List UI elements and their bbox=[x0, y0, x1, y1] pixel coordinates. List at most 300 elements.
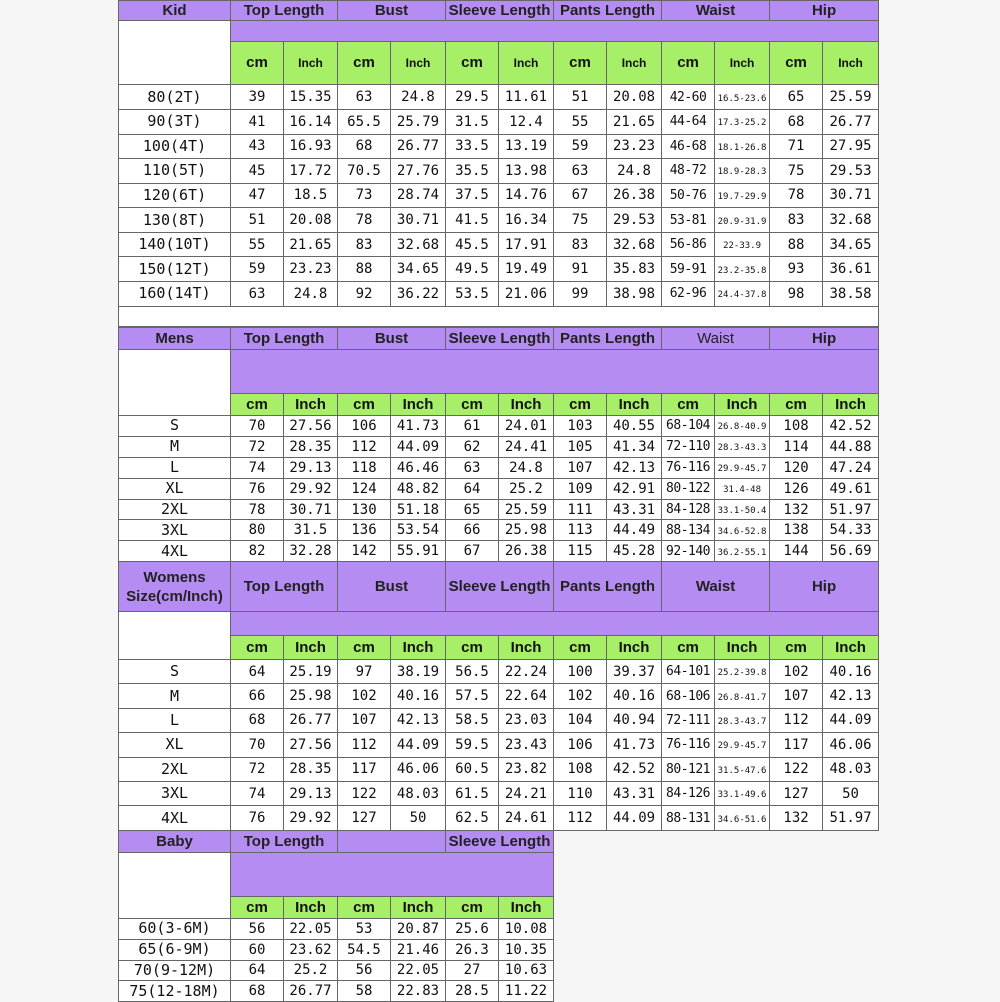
kid-purple-band bbox=[231, 21, 879, 41]
cell-waist-in: 28.3-43.3 bbox=[715, 436, 770, 457]
unit-inch-header: Inch bbox=[391, 897, 446, 919]
cell-waist-cm: 68-106 bbox=[662, 684, 715, 708]
cell-sleeve-cm: 35.5 bbox=[446, 159, 499, 184]
cell-sleeve-cm: 67 bbox=[446, 541, 499, 562]
cell-sleeve-cm: 64 bbox=[446, 478, 499, 499]
cell-top-in: 29.92 bbox=[284, 478, 338, 499]
cell-hip-cm: 88 bbox=[770, 232, 823, 257]
cell-bust-in: 53.54 bbox=[391, 520, 446, 541]
table-row bbox=[119, 257, 879, 282]
cell-bust-in: 27.76 bbox=[391, 159, 446, 184]
cell-sleeve-cm: 59.5 bbox=[446, 733, 499, 757]
cell-pants-in: 21.65 bbox=[607, 109, 662, 134]
cell-top-cm: 74 bbox=[231, 781, 284, 805]
cell-top-in: 25.19 bbox=[284, 660, 338, 684]
cell-sleeve-in: 22.64 bbox=[499, 684, 554, 708]
womens-title bbox=[119, 562, 231, 612]
cell-top-cm: 82 bbox=[231, 541, 284, 562]
cell-pants-in: 44.09 bbox=[607, 806, 662, 830]
cell-sleeve-cm: 60.5 bbox=[446, 757, 499, 781]
cell-hip-cm: 98 bbox=[770, 281, 823, 306]
cell-bust-in: 25.79 bbox=[391, 109, 446, 134]
cell-pants-in: 35.83 bbox=[607, 257, 662, 282]
cell-waist-in: 31.5-47.6 bbox=[715, 757, 770, 781]
cell-waist-cm: 50-76 bbox=[662, 183, 715, 208]
cell-pants-cm: 59 bbox=[554, 134, 607, 159]
unit-cm-header: cm bbox=[770, 636, 823, 660]
cell-hip-in: 36.61 bbox=[823, 257, 879, 282]
cell-sleeve-in: 11.22 bbox=[499, 981, 554, 1002]
cell-sleeve-cm: 37.5 bbox=[446, 183, 499, 208]
cell-top-cm: 43 bbox=[231, 134, 284, 159]
cell-hip-cm: 108 bbox=[770, 416, 823, 437]
cell-pants-in: 38.98 bbox=[607, 281, 662, 306]
cell-top-in: 25.98 bbox=[284, 684, 338, 708]
cell-sleeve-cm: 61 bbox=[446, 416, 499, 437]
table-row bbox=[119, 159, 879, 184]
cell-bust-in: 46.06 bbox=[391, 757, 446, 781]
table-row bbox=[119, 520, 879, 541]
cell-hip-in: 47.24 bbox=[823, 457, 879, 478]
unit-cm-header: cm bbox=[446, 41, 499, 85]
size-label: 75(12-18M) bbox=[119, 981, 231, 1002]
cell-pants-cm: 105 bbox=[554, 436, 607, 457]
cell-pants-in: 43.31 bbox=[607, 499, 662, 520]
cell-hip-cm: 132 bbox=[770, 806, 823, 830]
unit-cm-header: cm bbox=[338, 41, 391, 85]
sleeve-length-header: Sleeve Length bbox=[446, 562, 554, 612]
cell-waist-cm: 72-111 bbox=[662, 708, 715, 732]
cell-bust-cm: 78 bbox=[338, 208, 391, 233]
cell-sleeve-in: 14.76 bbox=[499, 183, 554, 208]
size-label: 150(12T) bbox=[119, 257, 231, 282]
cell-top-cm: 47 bbox=[231, 183, 284, 208]
cell-top-cm: 72 bbox=[231, 436, 284, 457]
cell-bust-cm: 70.5 bbox=[338, 159, 391, 184]
cell-waist-cm: 48-72 bbox=[662, 159, 715, 184]
cell-waist-in: 16.5-23.6 bbox=[715, 85, 770, 110]
top-length-header: Top Length bbox=[231, 1, 338, 21]
pants-length-header: Pants Length bbox=[554, 562, 662, 612]
table-row bbox=[119, 919, 554, 940]
cell-hip-in: 29.53 bbox=[823, 159, 879, 184]
cell-top-in: 28.35 bbox=[284, 757, 338, 781]
cell-bust-in: 34.65 bbox=[391, 257, 446, 282]
cell-sleeve-cm: 41.5 bbox=[446, 208, 499, 233]
cell-waist-cm: 62-96 bbox=[662, 281, 715, 306]
cell-hip-cm: 112 bbox=[770, 708, 823, 732]
cell-sleeve-in: 24.21 bbox=[499, 781, 554, 805]
size-label: M bbox=[119, 684, 231, 708]
cell-hip-in: 32.68 bbox=[823, 208, 879, 233]
cell-top-in: 26.77 bbox=[284, 981, 338, 1002]
cell-top-cm: 70 bbox=[231, 733, 284, 757]
cell-top-in: 25.2 bbox=[284, 960, 338, 981]
cell-hip-cm: 117 bbox=[770, 733, 823, 757]
table-row bbox=[119, 281, 879, 306]
cell-waist-in: 29.9-45.7 bbox=[715, 457, 770, 478]
size-label: 65(6-9M) bbox=[119, 939, 231, 960]
cell-bust-cm: 117 bbox=[338, 757, 391, 781]
hip-header: Hip bbox=[770, 1, 879, 21]
cell-pants-in: 42.91 bbox=[607, 478, 662, 499]
unit-cm-header: cm bbox=[231, 897, 284, 919]
cell-sleeve-in: 24.61 bbox=[499, 806, 554, 830]
cell-top-in: 29.13 bbox=[284, 457, 338, 478]
cell-waist-cm: 88-131 bbox=[662, 806, 715, 830]
cell-waist-in: 34.6-51.6 bbox=[715, 806, 770, 830]
cell-bust-cm: 118 bbox=[338, 457, 391, 478]
cell-bust-cm: 68 bbox=[338, 134, 391, 159]
unit-cm-header: cm bbox=[770, 41, 823, 85]
cell-top-cm: 68 bbox=[231, 981, 284, 1002]
unit-cm-header: cm bbox=[446, 394, 499, 416]
cell-bust-cm: 54.5 bbox=[338, 939, 391, 960]
cell-waist-in: 24.4-37.8 bbox=[715, 281, 770, 306]
cell-sleeve-in: 25.59 bbox=[499, 499, 554, 520]
table-row bbox=[119, 960, 554, 981]
size-label: S bbox=[119, 660, 231, 684]
cell-top-in: 16.93 bbox=[284, 134, 338, 159]
cell-pants-in: 24.8 bbox=[607, 159, 662, 184]
cell-bust-in: 20.87 bbox=[391, 919, 446, 940]
cell-pants-cm: 91 bbox=[554, 257, 607, 282]
cell-bust-cm: 112 bbox=[338, 436, 391, 457]
top-length-header: Top Length bbox=[231, 831, 338, 853]
cell-hip-in: 25.59 bbox=[823, 85, 879, 110]
cell-bust-in: 40.16 bbox=[391, 684, 446, 708]
cell-bust-in: 21.46 bbox=[391, 939, 446, 960]
cell-bust-in: 22.05 bbox=[391, 960, 446, 981]
cell-hip-in: 51.97 bbox=[823, 806, 879, 830]
cell-sleeve-in: 21.06 bbox=[499, 281, 554, 306]
cell-top-in: 27.56 bbox=[284, 416, 338, 437]
table-row bbox=[119, 85, 879, 110]
cell-pants-cm: 63 bbox=[554, 159, 607, 184]
unit-cm-header: cm bbox=[338, 636, 391, 660]
cell-waist-cm: 84-126 bbox=[662, 781, 715, 805]
cell-hip-in: 38.58 bbox=[823, 281, 879, 306]
size-label: 80(2T) bbox=[119, 85, 231, 110]
cell-waist-in: 31.4-48 bbox=[715, 478, 770, 499]
cell-hip-in: 49.61 bbox=[823, 478, 879, 499]
cell-waist-in: 20.9-31.9 bbox=[715, 208, 770, 233]
baby-size-table bbox=[118, 830, 554, 1002]
cell-bust-in: 41.73 bbox=[391, 416, 446, 437]
womens-header-blank bbox=[119, 612, 231, 660]
cell-pants-cm: 110 bbox=[554, 781, 607, 805]
table-row bbox=[119, 134, 879, 159]
cell-waist-in: 36.2-55.1 bbox=[715, 541, 770, 562]
cell-hip-cm: 68 bbox=[770, 109, 823, 134]
cell-hip-in: 42.13 bbox=[823, 684, 879, 708]
cell-waist-in: 29.9-45.7 bbox=[715, 733, 770, 757]
unit-cm-header: cm bbox=[446, 636, 499, 660]
waist-header: Waist bbox=[662, 328, 770, 350]
cell-bust-cm: 63 bbox=[338, 85, 391, 110]
cell-top-in: 15.35 bbox=[284, 85, 338, 110]
cell-sleeve-in: 25.2 bbox=[499, 478, 554, 499]
table-row bbox=[119, 660, 879, 684]
cell-sleeve-cm: 56.5 bbox=[446, 660, 499, 684]
unit-cm-header: cm bbox=[446, 897, 499, 919]
cell-bust-cm: 65.5 bbox=[338, 109, 391, 134]
cell-sleeve-cm: 33.5 bbox=[446, 134, 499, 159]
cell-sleeve-in: 10.63 bbox=[499, 960, 554, 981]
cell-bust-in: 44.09 bbox=[391, 733, 446, 757]
sleeve-length-header: Sleeve Length bbox=[446, 831, 554, 853]
unit-inch-header: Inch bbox=[391, 636, 446, 660]
cell-top-in: 29.13 bbox=[284, 781, 338, 805]
size-label: S bbox=[119, 416, 231, 437]
table-row bbox=[119, 109, 879, 134]
cell-bust-cm: 136 bbox=[338, 520, 391, 541]
size-label: 4XL bbox=[119, 541, 231, 562]
cell-sleeve-cm: 62.5 bbox=[446, 806, 499, 830]
cell-top-cm: 68 bbox=[231, 708, 284, 732]
table-row bbox=[119, 478, 879, 499]
cell-bust-in: 48.82 bbox=[391, 478, 446, 499]
hip-header: Hip bbox=[770, 562, 879, 612]
cell-top-cm: 59 bbox=[231, 257, 284, 282]
cell-pants-cm: 111 bbox=[554, 499, 607, 520]
cell-hip-cm: 126 bbox=[770, 478, 823, 499]
waist-header: Waist bbox=[662, 562, 770, 612]
cell-top-in: 29.92 bbox=[284, 806, 338, 830]
cell-sleeve-cm: 63 bbox=[446, 457, 499, 478]
table-row bbox=[119, 733, 879, 757]
unit-inch-header: Inch bbox=[499, 394, 554, 416]
mens-title: Mens bbox=[119, 328, 231, 350]
cell-hip-in: 26.77 bbox=[823, 109, 879, 134]
cell-sleeve-in: 17.91 bbox=[499, 232, 554, 257]
cell-pants-in: 41.73 bbox=[607, 733, 662, 757]
table-row bbox=[119, 708, 879, 732]
cell-sleeve-cm: 65 bbox=[446, 499, 499, 520]
size-label: 160(14T) bbox=[119, 281, 231, 306]
cell-bust-cm: 130 bbox=[338, 499, 391, 520]
cell-bust-cm: 58 bbox=[338, 981, 391, 1002]
cell-hip-cm: 102 bbox=[770, 660, 823, 684]
mens-size-table bbox=[118, 327, 879, 562]
unit-inch-header: Inch bbox=[284, 394, 338, 416]
womens-purple-band bbox=[231, 612, 879, 636]
cell-sleeve-cm: 53.5 bbox=[446, 281, 499, 306]
unit-cm-header: cm bbox=[231, 636, 284, 660]
pants-length-header: Pants Length bbox=[554, 1, 662, 21]
unit-inch-header: Inch bbox=[715, 394, 770, 416]
cell-waist-cm: 84-128 bbox=[662, 499, 715, 520]
size-label: M bbox=[119, 436, 231, 457]
size-label: 100(4T) bbox=[119, 134, 231, 159]
cell-hip-cm: 83 bbox=[770, 208, 823, 233]
cell-top-cm: 56 bbox=[231, 919, 284, 940]
cell-bust-cm: 106 bbox=[338, 416, 391, 437]
cell-waist-cm: 59-91 bbox=[662, 257, 715, 282]
table-row bbox=[119, 232, 879, 257]
cell-pants-in: 42.52 bbox=[607, 757, 662, 781]
cell-pants-in: 23.23 bbox=[607, 134, 662, 159]
cell-waist-cm: 80-122 bbox=[662, 478, 715, 499]
table-row bbox=[119, 939, 554, 960]
cell-bust-cm: 122 bbox=[338, 781, 391, 805]
cell-bust-cm: 124 bbox=[338, 478, 391, 499]
sleeve-length-header: Sleeve Length bbox=[446, 328, 554, 350]
size-label: 90(3T) bbox=[119, 109, 231, 134]
cell-waist-in: 23.2-35.8 bbox=[715, 257, 770, 282]
cell-bust-cm: 83 bbox=[338, 232, 391, 257]
cell-hip-cm: 122 bbox=[770, 757, 823, 781]
size-label: 60(3-6M) bbox=[119, 919, 231, 940]
cell-top-cm: 64 bbox=[231, 960, 284, 981]
cell-hip-cm: 93 bbox=[770, 257, 823, 282]
unit-cm-header: cm bbox=[770, 394, 823, 416]
size-label: L bbox=[119, 457, 231, 478]
cell-bust-cm: 56 bbox=[338, 960, 391, 981]
unit-inch-header: Inch bbox=[391, 41, 446, 85]
unit-inch-header: Inch bbox=[284, 41, 338, 85]
cell-pants-in: 43.31 bbox=[607, 781, 662, 805]
cell-waist-in: 22-33.9 bbox=[715, 232, 770, 257]
table-row bbox=[119, 436, 879, 457]
cell-bust-cm: 73 bbox=[338, 183, 391, 208]
cell-bust-in: 48.03 bbox=[391, 781, 446, 805]
cell-pants-cm: 100 bbox=[554, 660, 607, 684]
cell-pants-in: 32.68 bbox=[607, 232, 662, 257]
cell-sleeve-cm: 25.6 bbox=[446, 919, 499, 940]
cell-pants-cm: 104 bbox=[554, 708, 607, 732]
cell-pants-in: 40.16 bbox=[607, 684, 662, 708]
cell-hip-in: 44.09 bbox=[823, 708, 879, 732]
top-length-header: Top Length bbox=[231, 328, 338, 350]
bust-empty-header bbox=[338, 831, 446, 853]
cell-hip-cm: 107 bbox=[770, 684, 823, 708]
unit-cm-header: cm bbox=[662, 41, 715, 85]
cell-pants-in: 45.28 bbox=[607, 541, 662, 562]
cell-waist-cm: 76-116 bbox=[662, 733, 715, 757]
cell-hip-in: 48.03 bbox=[823, 757, 879, 781]
cell-bust-in: 32.68 bbox=[391, 232, 446, 257]
cell-waist-in: 19.7-29.9 bbox=[715, 183, 770, 208]
cell-sleeve-in: 24.01 bbox=[499, 416, 554, 437]
unit-cm-header: cm bbox=[231, 394, 284, 416]
cell-sleeve-in: 24.8 bbox=[499, 457, 554, 478]
womens-title-line2: Size(cm/Inch) bbox=[126, 587, 223, 605]
cell-sleeve-in: 23.82 bbox=[499, 757, 554, 781]
table-row bbox=[119, 684, 879, 708]
table-row bbox=[119, 208, 879, 233]
cell-top-cm: 60 bbox=[231, 939, 284, 960]
cell-hip-in: 54.33 bbox=[823, 520, 879, 541]
cell-waist-in: 26.8-40.9 bbox=[715, 416, 770, 437]
cell-hip-in: 44.88 bbox=[823, 436, 879, 457]
kid-footer-blank bbox=[119, 306, 879, 326]
baby-header-blank bbox=[119, 853, 231, 919]
cell-pants-in: 40.55 bbox=[607, 416, 662, 437]
cell-top-in: 30.71 bbox=[284, 499, 338, 520]
unit-inch-header: Inch bbox=[607, 394, 662, 416]
cell-top-cm: 66 bbox=[231, 684, 284, 708]
cell-waist-cm: 44-64 bbox=[662, 109, 715, 134]
size-label: 120(6T) bbox=[119, 183, 231, 208]
cell-bust-cm: 127 bbox=[338, 806, 391, 830]
cell-hip-in: 46.06 bbox=[823, 733, 879, 757]
kid-size-table bbox=[118, 0, 879, 327]
cell-bust-in: 38.19 bbox=[391, 660, 446, 684]
unit-inch-header: Inch bbox=[391, 394, 446, 416]
table-row bbox=[119, 457, 879, 478]
cell-top-in: 20.08 bbox=[284, 208, 338, 233]
cell-waist-cm: 53-81 bbox=[662, 208, 715, 233]
cell-waist-cm: 76-116 bbox=[662, 457, 715, 478]
cell-waist-cm: 68-104 bbox=[662, 416, 715, 437]
cell-top-in: 18.5 bbox=[284, 183, 338, 208]
cell-pants-in: 40.94 bbox=[607, 708, 662, 732]
cell-hip-in: 50 bbox=[823, 781, 879, 805]
cell-top-in: 24.8 bbox=[284, 281, 338, 306]
unit-inch-header: Inch bbox=[715, 636, 770, 660]
cell-pants-cm: 102 bbox=[554, 684, 607, 708]
cell-pants-in: 42.13 bbox=[607, 457, 662, 478]
cell-bust-in: 36.22 bbox=[391, 281, 446, 306]
cell-hip-cm: 71 bbox=[770, 134, 823, 159]
cell-bust-in: 46.46 bbox=[391, 457, 446, 478]
cell-waist-in: 18.1-26.8 bbox=[715, 134, 770, 159]
size-label: 130(8T) bbox=[119, 208, 231, 233]
size-label: XL bbox=[119, 733, 231, 757]
cell-sleeve-in: 13.19 bbox=[499, 134, 554, 159]
cell-sleeve-cm: 57.5 bbox=[446, 684, 499, 708]
cell-pants-cm: 108 bbox=[554, 757, 607, 781]
baby-purple-band bbox=[231, 853, 554, 897]
unit-cm-header: cm bbox=[554, 636, 607, 660]
cell-waist-cm: 92-140 bbox=[662, 541, 715, 562]
cell-bust-cm: 92 bbox=[338, 281, 391, 306]
size-label: 4XL bbox=[119, 806, 231, 830]
cell-hip-in: 40.16 bbox=[823, 660, 879, 684]
unit-cm-header: cm bbox=[554, 41, 607, 85]
cell-sleeve-cm: 31.5 bbox=[446, 109, 499, 134]
cell-pants-cm: 67 bbox=[554, 183, 607, 208]
unit-inch-header: Inch bbox=[284, 897, 338, 919]
cell-pants-cm: 55 bbox=[554, 109, 607, 134]
cell-top-cm: 76 bbox=[231, 806, 284, 830]
top-length-header: Top Length bbox=[231, 562, 338, 612]
cell-bust-cm: 102 bbox=[338, 684, 391, 708]
cell-hip-cm: 138 bbox=[770, 520, 823, 541]
cell-pants-cm: 51 bbox=[554, 85, 607, 110]
cell-sleeve-cm: 26.3 bbox=[446, 939, 499, 960]
cell-pants-cm: 106 bbox=[554, 733, 607, 757]
cell-sleeve-cm: 45.5 bbox=[446, 232, 499, 257]
cell-top-in: 32.28 bbox=[284, 541, 338, 562]
unit-inch-header: Inch bbox=[499, 897, 554, 919]
cell-hip-in: 30.71 bbox=[823, 183, 879, 208]
cell-sleeve-in: 19.49 bbox=[499, 257, 554, 282]
cell-bust-in: 22.83 bbox=[391, 981, 446, 1002]
size-label: 3XL bbox=[119, 520, 231, 541]
unit-cm-header: cm bbox=[662, 394, 715, 416]
cell-top-cm: 41 bbox=[231, 109, 284, 134]
cell-pants-cm: 83 bbox=[554, 232, 607, 257]
cell-waist-cm: 72-110 bbox=[662, 436, 715, 457]
cell-top-in: 27.56 bbox=[284, 733, 338, 757]
cell-sleeve-cm: 58.5 bbox=[446, 708, 499, 732]
table-row bbox=[119, 806, 879, 830]
cell-pants-cm: 99 bbox=[554, 281, 607, 306]
cell-hip-in: 27.95 bbox=[823, 134, 879, 159]
cell-waist-cm: 64-101 bbox=[662, 660, 715, 684]
